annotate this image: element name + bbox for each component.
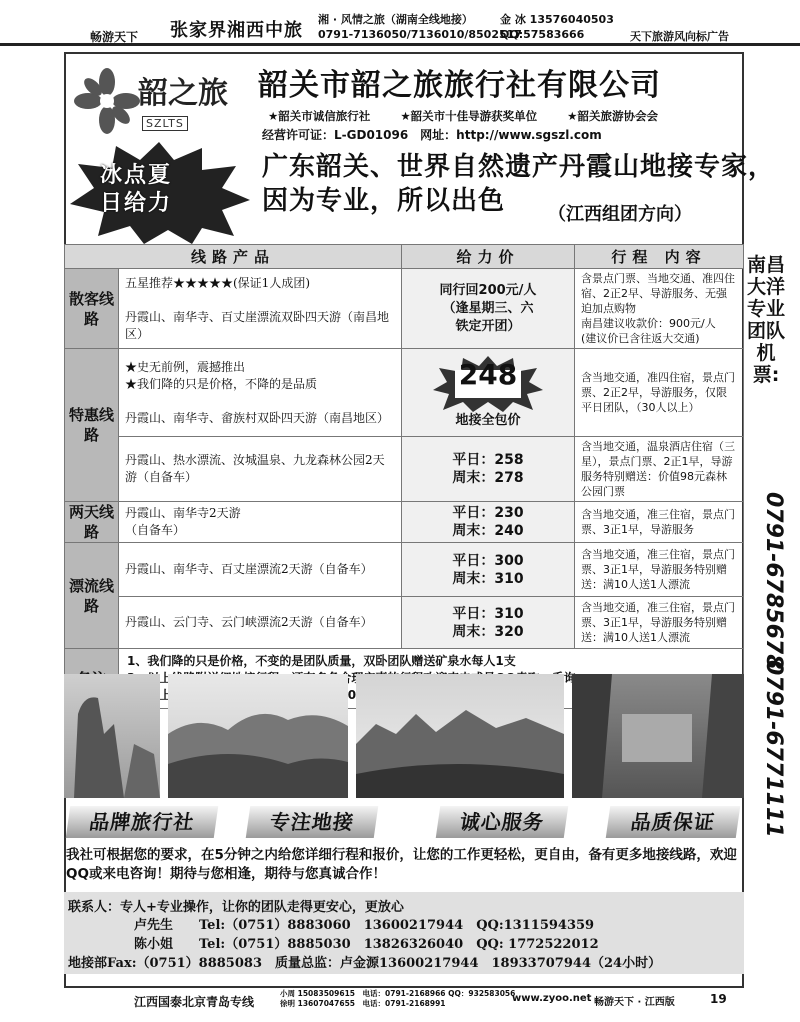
side-ad-text: 南昌大洋专业团队机票: [746, 254, 785, 386]
slogan-banners [64, 806, 744, 842]
detail-cell: 含当地交通，准三住宿，景点门票、3正1早，导游服务 [575, 502, 744, 543]
footer-contacts [280, 989, 515, 1009]
category-cell: 漂流线路 [65, 543, 119, 649]
scenery-photos [64, 674, 744, 798]
company-honors [268, 108, 684, 124]
price-cell: 平日：258 周末：278 [402, 437, 575, 502]
header-contact-block [500, 12, 614, 42]
price-big: 248 [458, 357, 518, 391]
route-cell: 丹霞山、云门寺、云门峡漂流2天游（自备车） [119, 597, 402, 649]
side-phone-1: 0791-6785678 [761, 492, 786, 670]
page-header [0, 0, 800, 46]
honor-item: ★韶关旅游协会会 [567, 109, 658, 123]
price-cell: 同行回200元/人 （逢星期三、六 铁定开团） [402, 269, 575, 349]
price-cell: 平日：310 周末：320 [402, 597, 575, 649]
col-header-route: 线路产品 [65, 245, 402, 269]
detail-cell: 含景点门票、当地交通、准四住宿、2正2早、导游服务、无强迫加点购物 南昌建议收款价：900元/人 (建议价已含往返大交通) [575, 269, 744, 349]
table-row [65, 543, 744, 597]
table-row [65, 349, 744, 437]
header-contact-name: 金 冰 13576040503 [500, 13, 614, 26]
price-cell: 平日：230 周末：240 [402, 502, 575, 543]
header-qq: QQ:57583666 [500, 28, 585, 41]
route-cell: 丹霞山、热水漂流、汝城温泉、九龙森林公园2天游（自备车） [119, 437, 402, 502]
banner-service: 诚心服务 [436, 806, 568, 838]
detail-cell: 含当地交通，准三住宿，景点门票、3正1早，导游服务特别赠送：满10人送1人漂流 [575, 597, 744, 649]
banner-brand: 品牌旅行社 [66, 806, 218, 838]
promo-line-2: 日给力 [100, 191, 173, 216]
table-row [65, 502, 744, 543]
contact-fax: 地接部Fax:（0751）8885083 质量总监：卢金源13600217944 18933707944（24小时） [68, 956, 662, 971]
header-brand: 湘 · 风情之旅（湖南全线地接） [318, 13, 473, 26]
promo-text [100, 162, 172, 218]
photo-misty-mountains [168, 674, 348, 798]
honor-item: ★韶关市十佳导游获奖单位 [400, 109, 538, 123]
header-brand-block [318, 12, 522, 42]
detail-cell: 含当地交通，温泉酒店住宿（三星），景点门票、2正1早，导游服务特别赠送：价值98元森林公园门票 [575, 437, 744, 502]
license-and-website: 经营许可证：L-GD01096 网址：http://www.sgszl.com [262, 128, 602, 142]
photo-carved-rock [572, 674, 744, 798]
honor-item: ★韶关市诚信旅行社 [268, 109, 371, 123]
intro-text: 我社可根据您的要求，在5分钟之内给您详细行程和报价，让您的工作更轻松，更自由，备有更多地接线路，欢迎QQ或来电咨询！期待与您相逢，期待与您真诚合作！ [66, 847, 737, 882]
banner-quality: 品质保证 [606, 806, 740, 838]
contact-label: 联系人：专人+专业操作，让你的团队走得更安心，更放心 [68, 900, 404, 915]
detail-cell: 含当地交通，准三住宿，景点门票、3正1早，导游服务特别赠送：满10人送1人漂流 [575, 543, 744, 597]
route-cell: 丹霞山、南华寺2天游 （自备车） [119, 502, 402, 543]
category-cell: 特惠线路 [65, 349, 119, 502]
contact-person-2: 陈小姐 Tel:（0751）8885030 13826326040 QQ: 1772522012 [134, 937, 599, 952]
note-item: 1、我们降的只是价格，不变的是团队质量，双卧团队赠送矿泉水每人1支 [127, 654, 516, 668]
contact-block [64, 892, 744, 974]
price-burst [433, 356, 543, 412]
price-cell: 平日：300 周末：310 [402, 543, 575, 597]
side-phones [746, 492, 786, 838]
col-header-detail: 行程 内容 [575, 245, 744, 269]
footer-brand: 畅游天下 · 江西版 [594, 997, 675, 1008]
group-direction: （江西组团方向） [548, 204, 692, 225]
promo-starburst [64, 140, 254, 246]
page-footer [64, 986, 744, 1010]
footer-contact-1: 小周 15083509615 电话：0791-2168966 QQ：932583056 [280, 989, 516, 998]
header-phones: 0791-7136050/7136010/8502517 [318, 28, 522, 41]
header-title: 张家界湘西中旅 [170, 20, 303, 41]
slogan-line-1: 广东韶关、世界自然遗产丹霞山地接专家， [262, 152, 776, 182]
price-cell [402, 349, 575, 437]
category-cell: 两天线路 [65, 502, 119, 543]
logo-name: 韶之旅 [138, 76, 228, 111]
header-tag: 天下旅游风向标广告 [630, 30, 729, 43]
category-cell: 散客线路 [65, 269, 119, 349]
col-header-price: 给力价 [402, 245, 575, 269]
flower-swirl-icon [72, 66, 142, 136]
logo-abbr: SZLTS [142, 116, 188, 131]
photo-danxia-peaks [356, 674, 564, 798]
footer-site: www.zyoo.net [512, 993, 592, 1004]
company-name: 韶关市韶之旅旅行社有限公司 [258, 68, 661, 103]
slogan [262, 150, 775, 218]
contact-person-1: 卢先生 Tel:（0751）8883060 13600217944 QQ:1311594359 [134, 918, 595, 933]
company-logo [70, 58, 248, 142]
series-name: 畅游天下 [90, 30, 139, 44]
photo-rock-pillar [64, 674, 160, 798]
side-phone-2: 0791-6771111 [761, 660, 786, 838]
table-row [65, 597, 744, 649]
table-row [65, 269, 744, 349]
table-header-row [65, 245, 744, 269]
footer-contact-2: 徐明 13607047655 电话：0791-2168991 [280, 999, 446, 1008]
promo-line-1: 冰点夏 [100, 163, 173, 188]
page-number: 19 [710, 992, 727, 1006]
price-sub: 地接全包价 [455, 412, 521, 428]
slogan-line-2: 因为专业，所以出色 [262, 186, 506, 216]
footer-left: 江西国泰北京青岛专线 [134, 995, 255, 1009]
route-price-table [64, 244, 744, 709]
detail-cell: 含当地交通，准四住宿，景点门票、2正2早，导游服务，仅限平日团队，（30人以上） [575, 349, 744, 437]
banner-focus: 专注地接 [246, 806, 378, 838]
route-cell: 丹霞山、南华寺、百丈崖漂流2天游（自备车） [119, 543, 402, 597]
route-cell: ★史无前例，震撼推出 ★我们降的只是价格，不降的是品质 丹霞山、南华寺、畲族村双卧四天游（南昌地区） [119, 349, 402, 437]
route-cell: 五星推荐★★★★★(保证1人成团) 丹霞山、南华寺、百丈崖漂流双卧四天游（南昌地区） [119, 269, 402, 349]
table-row [65, 437, 744, 502]
